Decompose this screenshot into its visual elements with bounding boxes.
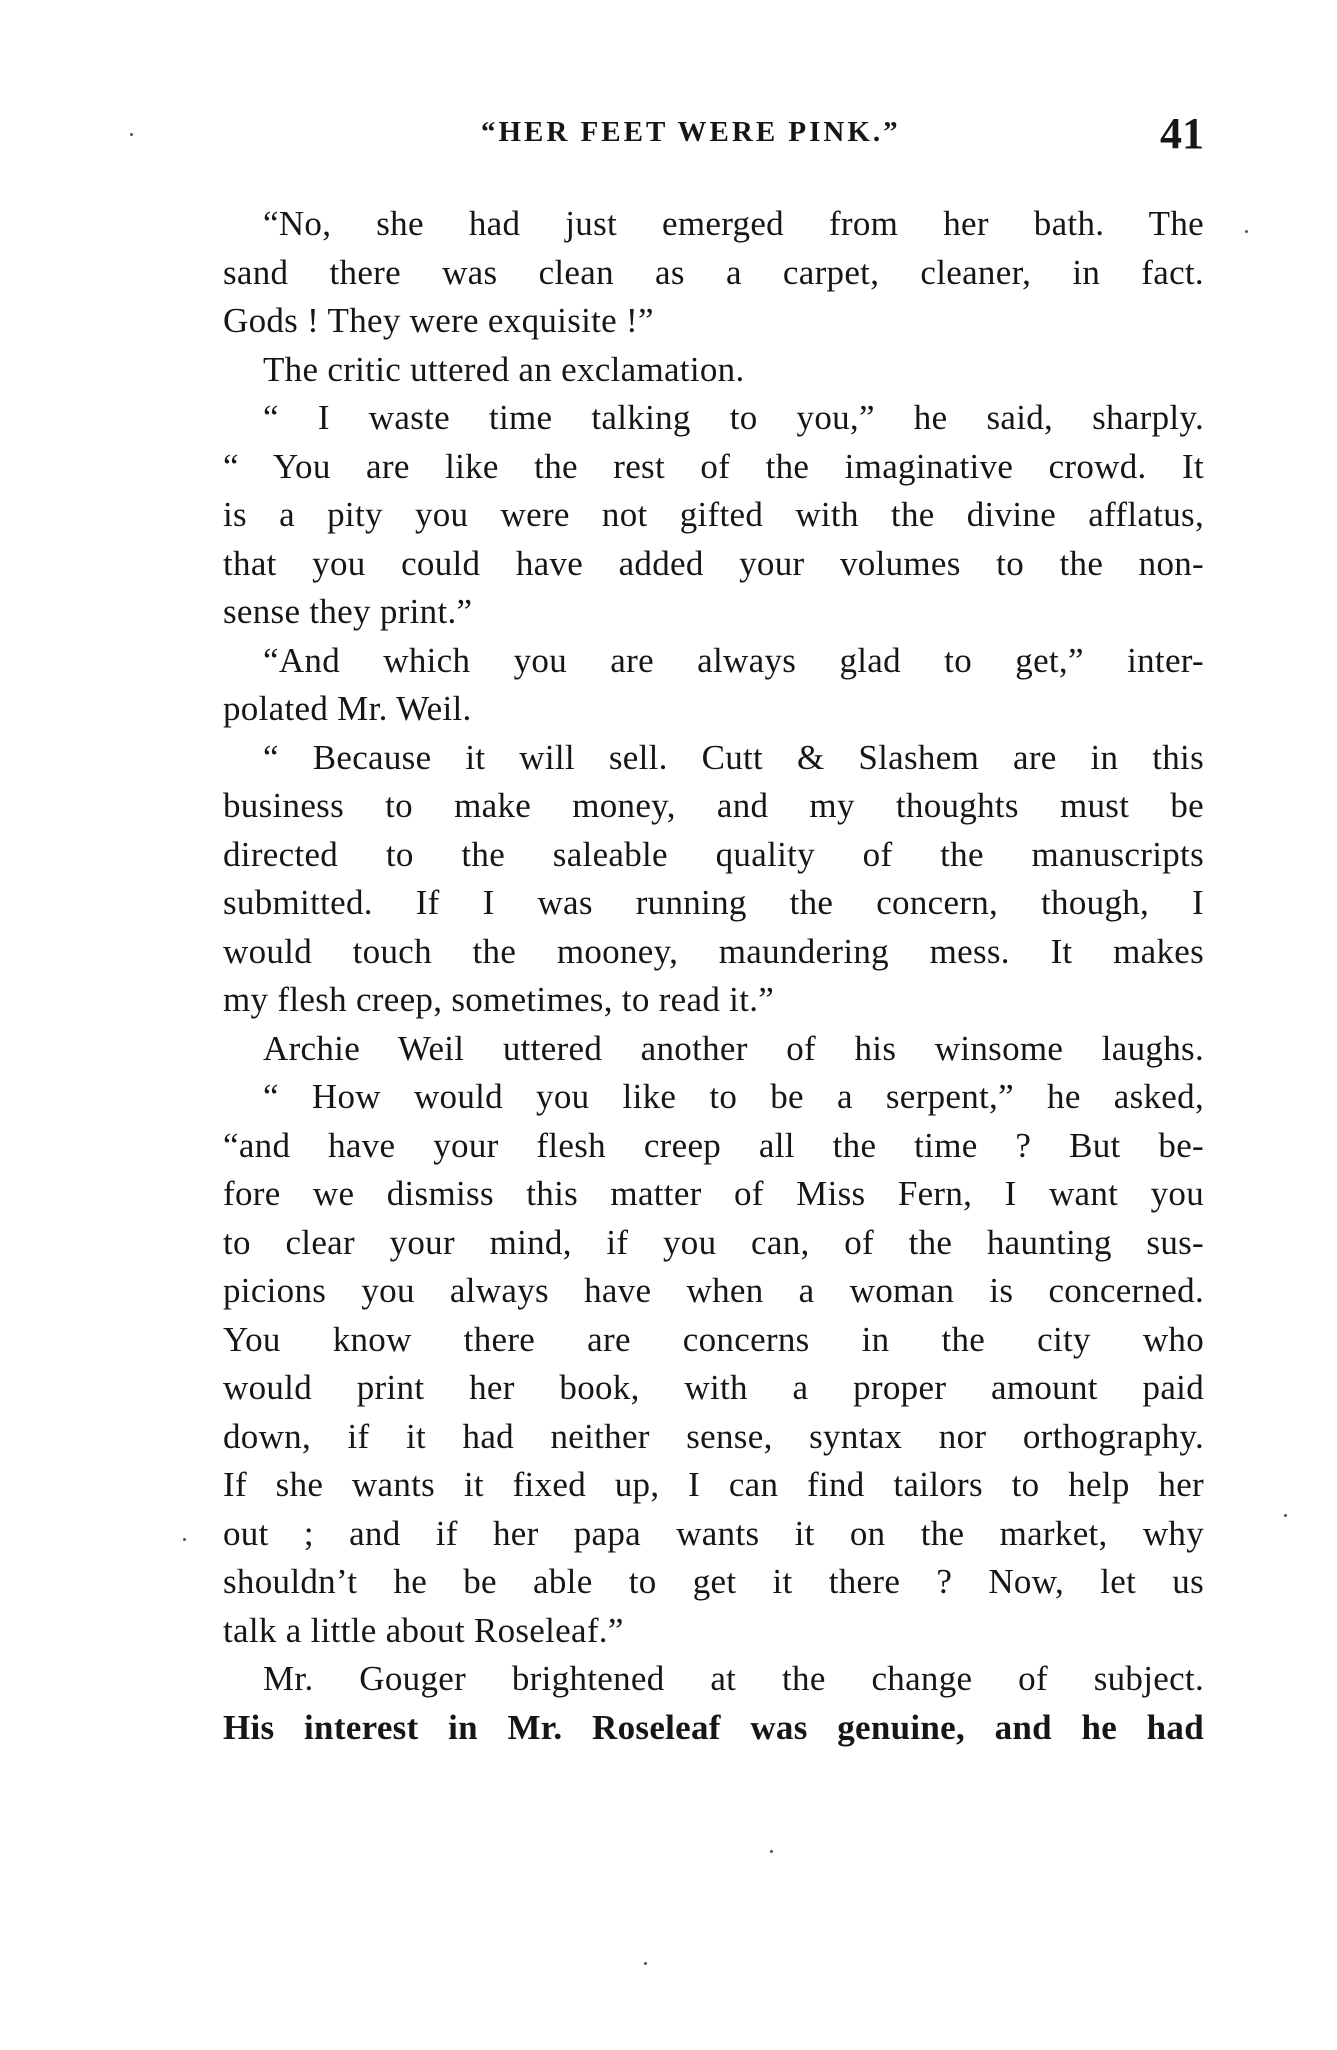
running-title: “HER FEET WERE PINK.” xyxy=(481,116,901,148)
text-line: out ; and if her papa wants it on the market, why xyxy=(223,1513,1204,1553)
body-text xyxy=(223,200,1204,1752)
text-line: down, if it had neither sense, syntax nor orthography. xyxy=(223,1416,1204,1456)
text-line: If she wants it fixed up, I can find tailors to help her xyxy=(223,1465,1204,1504)
scan-speck xyxy=(130,133,133,136)
scan-speck xyxy=(1245,230,1248,233)
text-line: You know there are concerns in the city who xyxy=(223,1319,1204,1359)
text-line: “ How would you like to be a serpent,” he asked, xyxy=(263,1077,1204,1116)
text-line: business to make money, and my thoughts must be xyxy=(223,786,1204,825)
running-head xyxy=(223,108,1204,168)
text-line: “And which you are always glad to get,” inter- xyxy=(263,640,1204,680)
text-line: is a pity you were not gifted with the divine afflatus, xyxy=(223,495,1204,534)
text-line: His interest in Mr. Roseleaf was genuine, and he had xyxy=(223,1707,1204,1747)
text-line: that you could have added your volumes to the non- xyxy=(223,543,1204,583)
text-line: Mr. Gouger brightened at the change of subject. xyxy=(263,1659,1204,1698)
text-line: “ Because it will sell. Cutt & Slashem are in this xyxy=(263,737,1204,777)
text-line: Gods ! They were exquisite !” xyxy=(223,301,654,340)
scan-speck xyxy=(1284,1514,1287,1517)
text-line: polated Mr. Weil. xyxy=(223,689,472,728)
text-line: fore we dismiss this matter of Miss Fern, I want you xyxy=(223,1174,1204,1213)
scan-speck xyxy=(770,1850,773,1853)
text-line: to clear your mind, if you can, of the haunting sus- xyxy=(223,1222,1204,1262)
text-line: directed to the saleable quality of the manuscripts xyxy=(223,834,1204,874)
text-line: would touch the mooney, maundering mess. It makes xyxy=(223,931,1204,971)
text-line: my flesh creep, sometimes, to read it.” xyxy=(223,980,775,1019)
text-line: shouldn’t he be able to get it there ? Now, let us xyxy=(223,1562,1204,1601)
text-line: “ You are like the rest of the imaginative crowd. It xyxy=(223,446,1204,486)
text-line: picions you always have when a woman is concerned. xyxy=(223,1271,1204,1310)
text-line: sense they print.” xyxy=(223,592,473,631)
text-line: submitted. If I was running the concern, though, I xyxy=(223,883,1204,922)
scan-speck xyxy=(644,1962,647,1965)
text-line: talk a little about Roseleaf.” xyxy=(223,1610,624,1650)
text-line: “No, she had just emerged from her bath. The xyxy=(263,204,1204,243)
text-line: Archie Weil uttered another of his winsome laughs. xyxy=(263,1028,1204,1068)
text-line: “ I waste time talking to you,” he said, sharply. xyxy=(263,398,1204,437)
text-line: would print her book, with a proper amount paid xyxy=(223,1368,1204,1407)
page-number: 41 xyxy=(1160,109,1204,158)
text-line: “and have your flesh creep all the time ? But be- xyxy=(223,1125,1204,1165)
text-line: sand there was clean as a carpet, cleaner, in fact. xyxy=(223,252,1204,292)
scan-speck xyxy=(183,1538,186,1541)
text-line: The critic uttered an exclamation. xyxy=(263,349,745,389)
